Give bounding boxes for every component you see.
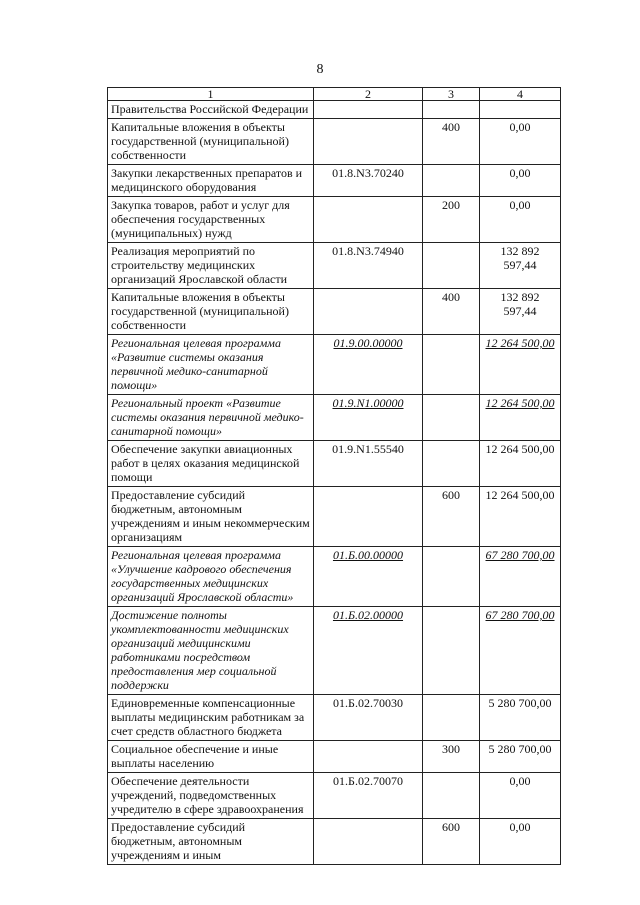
row-name-cell: Социальное обеспечение и иные выплаты населению <box>108 741 314 773</box>
row-name-cell: Предоставление субсидий бюджетным, автономным учреждениям и иным некоммерческим организациям <box>108 487 314 547</box>
row-expense-type-cell <box>423 695 480 741</box>
row-amount-cell: 12 264 500,00 <box>480 441 561 487</box>
row-code-cell <box>314 119 423 165</box>
row-name-cell: Региональная целевая программа «Улучшение кадрового обеспечения государственных медицинских организаций Ярославской области» <box>108 547 314 607</box>
row-amount-cell: 0,00 <box>480 197 561 243</box>
row-expense-type-cell <box>423 101 480 119</box>
row-code-cell <box>314 197 423 243</box>
table-row <box>108 197 561 243</box>
page-number: 8 <box>316 62 324 77</box>
row-amount-cell: 0,00 <box>480 119 561 165</box>
row-amount-cell: 0,00 <box>480 773 561 819</box>
row-expense-type-cell: 400 <box>423 119 480 165</box>
table-row <box>108 243 561 289</box>
row-expense-type-cell: 600 <box>423 819 480 865</box>
table-row <box>108 487 561 547</box>
table-row <box>108 289 561 335</box>
row-code-cell: 01.Б.02.70030 <box>314 695 423 741</box>
table-row <box>108 819 561 865</box>
row-name-cell: Достижение полноты укомплектованности медицинских организаций медицинскими работниками посредством предоставления мер социальной поддержки <box>108 607 314 695</box>
row-name-cell: Капитальные вложения в объекты государственной (муниципальной) собственности <box>108 119 314 165</box>
row-expense-type-cell <box>423 165 480 197</box>
budget-table <box>107 87 561 865</box>
table-row <box>108 165 561 197</box>
column-header-1: 1 <box>108 88 314 101</box>
row-name-cell: Региональная целевая программа «Развитие системы оказания первичной медико-санитарной помощи» <box>108 335 314 395</box>
row-expense-type-cell: 400 <box>423 289 480 335</box>
row-code-cell <box>314 101 423 119</box>
row-amount-cell: 12 264 500,00 <box>480 487 561 547</box>
row-code-cell <box>314 741 423 773</box>
row-name-cell: Реализация мероприятий по строительству медицинских организаций Ярославской области <box>108 243 314 289</box>
row-name-cell: Закупка товаров, работ и услуг для обеспечения государственных (муниципальных) нужд <box>108 197 314 243</box>
row-amount-cell: 12 264 500,00 <box>480 335 561 395</box>
row-code-cell: 01.9.00.00000 <box>314 335 423 395</box>
row-name-cell: Обеспечение деятельности учреждений, подведомственных учредителю в сфере здравоохранения <box>108 773 314 819</box>
row-amount-cell: 0,00 <box>480 165 561 197</box>
row-expense-type-cell <box>423 607 480 695</box>
row-name-cell: Правительства Российской Федерации <box>108 101 314 119</box>
row-expense-type-cell <box>423 243 480 289</box>
row-expense-type-cell <box>423 441 480 487</box>
row-expense-type-cell: 600 <box>423 487 480 547</box>
table-row <box>108 607 561 695</box>
column-header-4: 4 <box>480 88 561 101</box>
row-amount-cell: 67 280 700,00 <box>480 607 561 695</box>
table-body <box>108 101 561 865</box>
table-row <box>108 395 561 441</box>
row-name-cell: Региональный проект «Развитие системы оказания первичной медико-санитарной помощи» <box>108 395 314 441</box>
row-code-cell: 01.8.N3.74940 <box>314 243 423 289</box>
row-code-cell: 01.9.N1.55540 <box>314 441 423 487</box>
row-amount-cell: 67 280 700,00 <box>480 547 561 607</box>
column-header-2: 2 <box>314 88 423 101</box>
table-row <box>108 773 561 819</box>
table-row <box>108 695 561 741</box>
row-code-cell <box>314 819 423 865</box>
row-name-cell: Предоставление субсидий бюджетным, автономным учреждениям и иным <box>108 819 314 865</box>
row-amount-cell: 5 280 700,00 <box>480 741 561 773</box>
row-name-cell: Капитальные вложения в объекты государственной (муниципальной) собственности <box>108 289 314 335</box>
row-name-cell: Единовременные компенсационные выплаты медицинским работникам за счет средств областного бюджета <box>108 695 314 741</box>
row-amount-cell: 132 892 597,44 <box>480 289 561 335</box>
row-amount-cell: 12 264 500,00 <box>480 395 561 441</box>
table-row <box>108 741 561 773</box>
row-code-cell: 01.Б.00.00000 <box>314 547 423 607</box>
row-code-cell: 01.Б.02.00000 <box>314 607 423 695</box>
row-expense-type-cell: 200 <box>423 197 480 243</box>
row-expense-type-cell <box>423 335 480 395</box>
row-code-cell: 01.Б.02.70070 <box>314 773 423 819</box>
table-row <box>108 441 561 487</box>
row-name-cell: Закупки лекарственных препаратов и медицинского оборудования <box>108 165 314 197</box>
row-code-cell <box>314 487 423 547</box>
table-header-row <box>108 88 561 101</box>
row-amount-cell: 132 892 597,44 <box>480 243 561 289</box>
table-row <box>108 335 561 395</box>
row-amount-cell: 0,00 <box>480 819 561 865</box>
row-expense-type-cell: 300 <box>423 741 480 773</box>
row-code-cell: 01.9.N1.00000 <box>314 395 423 441</box>
table-row <box>108 547 561 607</box>
row-amount-cell <box>480 101 561 119</box>
row-name-cell: Обеспечение закупки авиационных работ в целях оказания медицинской помощи <box>108 441 314 487</box>
row-expense-type-cell <box>423 547 480 607</box>
row-expense-type-cell <box>423 395 480 441</box>
row-amount-cell: 5 280 700,00 <box>480 695 561 741</box>
column-header-3: 3 <box>423 88 480 101</box>
table-row <box>108 101 561 119</box>
row-code-cell <box>314 289 423 335</box>
table-row <box>108 119 561 165</box>
row-code-cell: 01.8.N3.70240 <box>314 165 423 197</box>
row-expense-type-cell <box>423 773 480 819</box>
